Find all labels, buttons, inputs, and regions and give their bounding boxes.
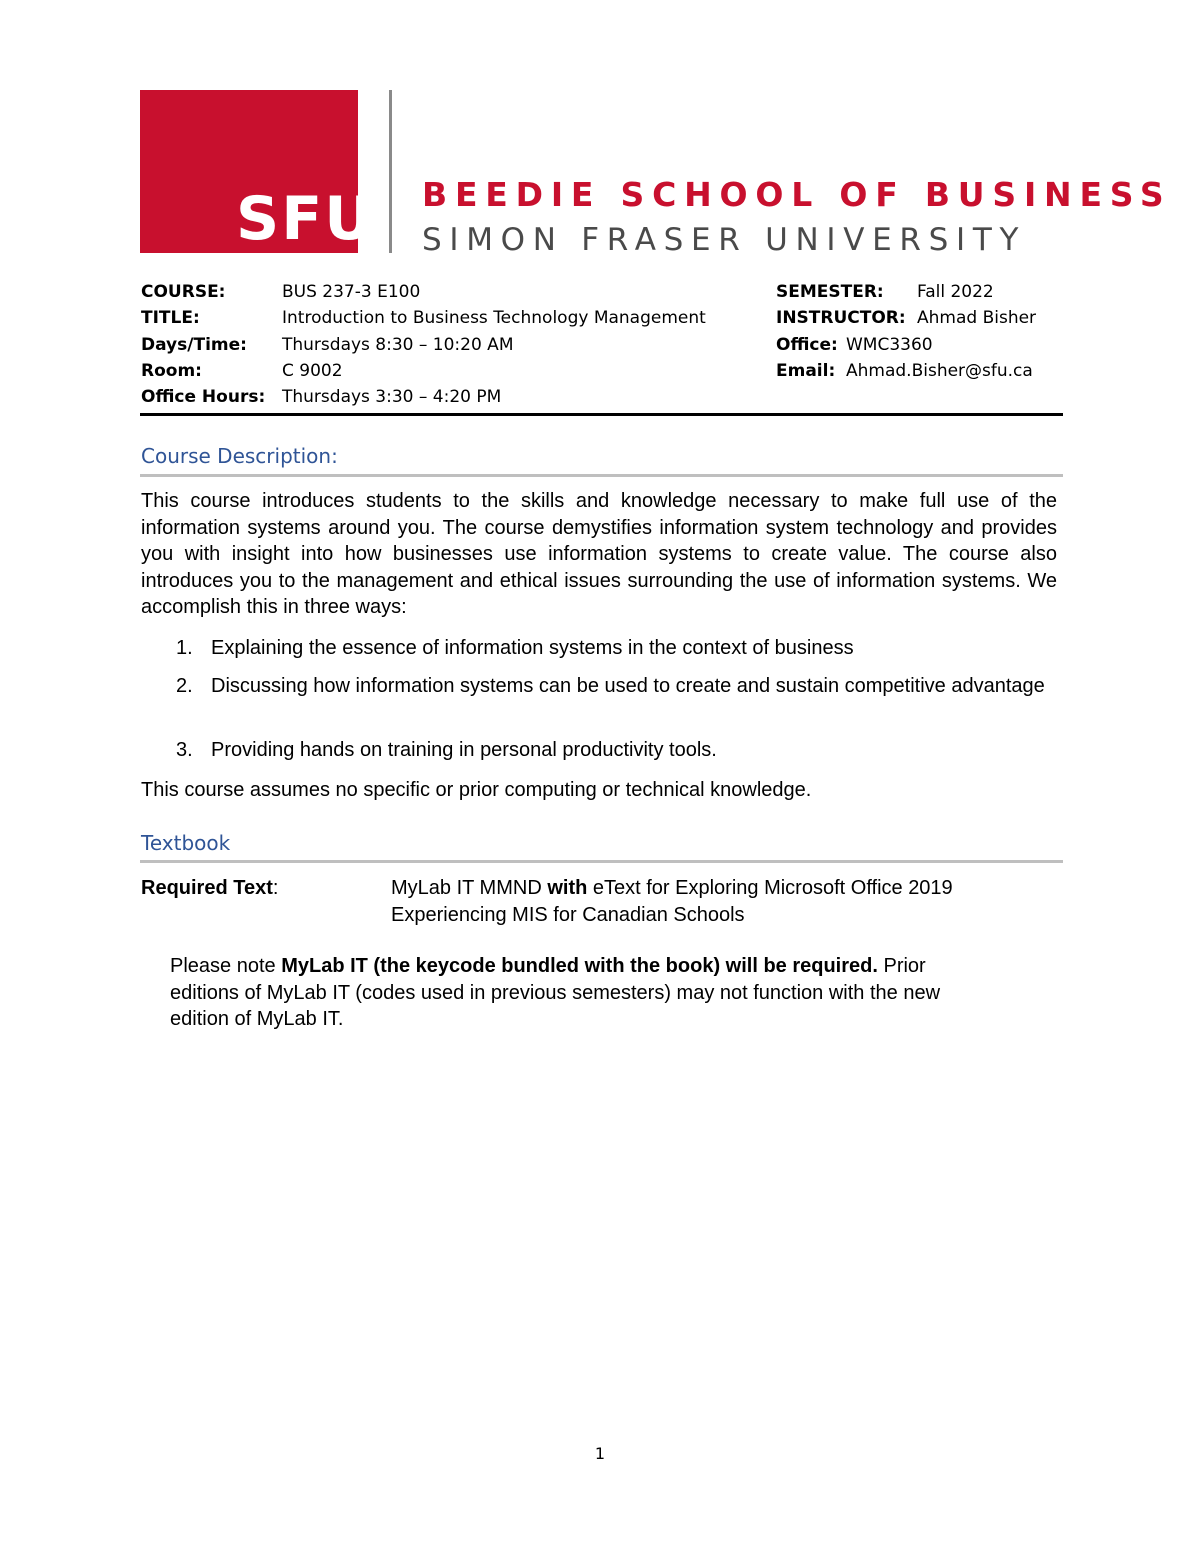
list-item-number: 2. (176, 675, 193, 697)
room-value: C 9002 (282, 361, 343, 381)
page-number: 1 (594, 1444, 606, 1463)
note-text: Please note (170, 955, 282, 977)
list-item-number: 1. (176, 637, 193, 659)
semester-value: Fall 2022 (917, 282, 994, 302)
office-hours-label: Office Hours: (141, 387, 266, 407)
course-description-heading: Course Description: (141, 444, 338, 468)
semester-label: SEMESTER: (776, 282, 884, 302)
room-label: Room: (141, 361, 202, 381)
office-value: WMC3360 (846, 335, 933, 355)
office-hours-value: Thursdays 3:30 – 4:20 PM (282, 387, 502, 407)
textbook-heading: Textbook (141, 831, 231, 855)
course-label: COURSE: (141, 282, 226, 302)
office-label: Office: (776, 335, 838, 355)
required-text-label (141, 875, 278, 902)
sfu-logo-mark (140, 90, 375, 254)
note-text: Prior editions of MyLab IT (codes used in previous semesters) may not function with the new edition of MyLab IT. (170, 955, 946, 1030)
keycode-note (170, 953, 1000, 1033)
course-description-closing: This course assumes no specific or prior computing or technical knowledge. (141, 779, 812, 801)
list-item: Providing hands on training in personal productivity tools. (211, 739, 717, 761)
course-description-text: This course introduces students to the skills and knowledge necessary to make full use of the information systems around you. The course demystifies information system technology and provides you with insight into how businesses use information systems to create value. The course also introduces you to the management and ethical issues surrounding the use of information systems. We accomplish this in three ways: (141, 490, 1057, 618)
header-divider (140, 413, 1063, 416)
title-value: Introduction to Business Technology Management (282, 308, 706, 328)
sfu-logo-text: SFU (236, 184, 375, 254)
list-item: Explaining the essence of information systems in the context of business (211, 637, 854, 659)
logo-divider (389, 90, 392, 253)
list-item: Discussing how information systems can be used to create and sustain competitive advantage (211, 675, 1045, 697)
required-text-bold: with (547, 877, 588, 899)
course-value: BUS 237-3 E100 (282, 282, 421, 302)
required-text-part: MyLab IT MMND (391, 877, 548, 899)
required-text-colon: : (272, 877, 279, 899)
university-name: SIMON FRASER UNIVERSITY (422, 222, 1027, 258)
course-description-divider (140, 474, 1063, 477)
textbook-divider (140, 860, 1063, 863)
note-bold-text: MyLab IT (the keycode bundled with the book) will be required. (281, 955, 878, 977)
title-label: TITLE: (141, 308, 200, 328)
required-text-line-1 (391, 875, 953, 902)
instructor-label: INSTRUCTOR: (776, 308, 906, 328)
required-text-label-bold: Required Text (141, 877, 273, 899)
instructor-value: Ahmad Bisher (917, 308, 1037, 328)
list-item-number: 3. (176, 739, 193, 761)
email-value: Ahmad.Bisher@sfu.ca (846, 361, 1033, 381)
days-time-value: Thursdays 8:30 – 10:20 AM (282, 335, 514, 355)
required-text-part: eText for Exploring Microsoft Office 2019 (587, 877, 953, 899)
email-label: Email: (776, 361, 836, 381)
required-text-line-2: Experiencing MIS for Canadian Schools (391, 904, 745, 926)
days-time-label: Days/Time: (141, 335, 247, 355)
school-name: BEEDIE SCHOOL OF BUSINESS (422, 175, 1172, 214)
